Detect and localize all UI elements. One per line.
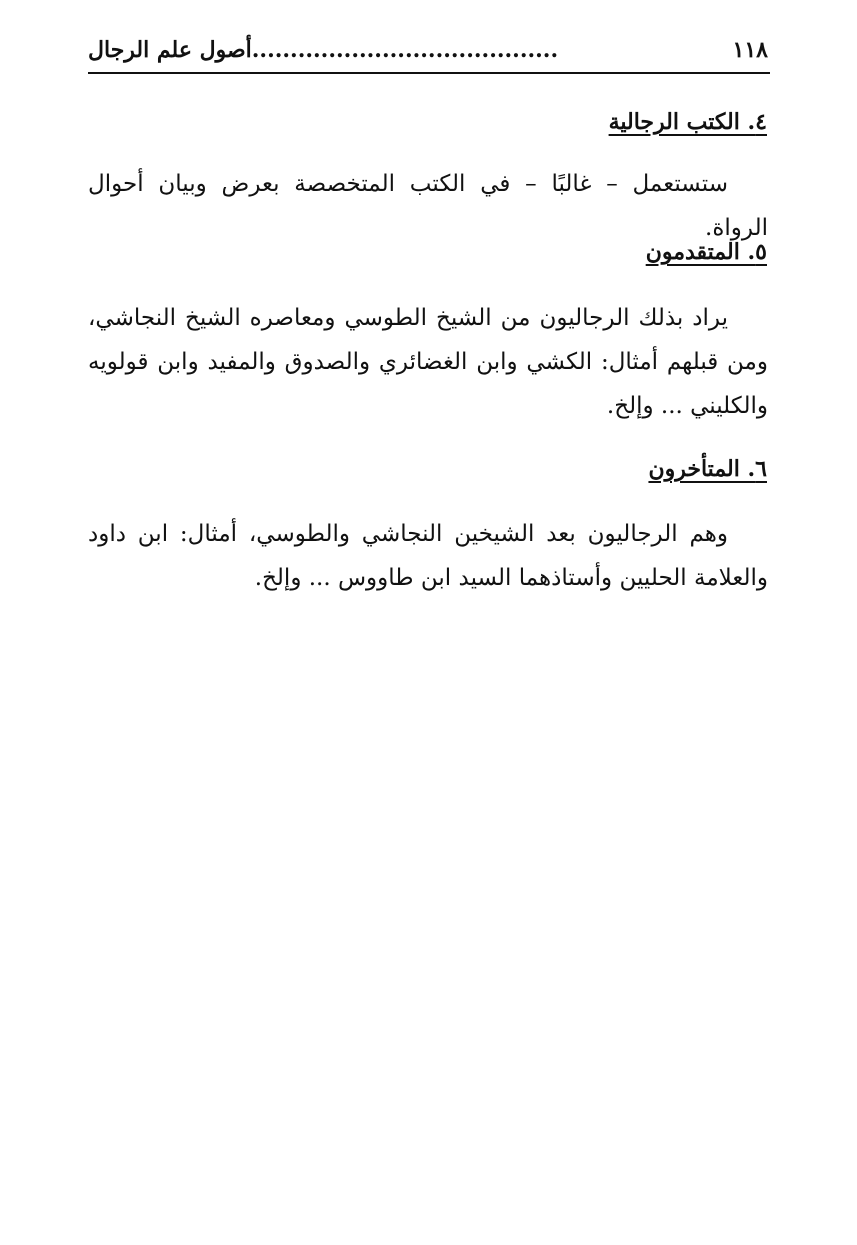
section-body-later-scholars: وهم الرجاليون بعد الشيخين النجاشي والطوسي، أمثال: ابن داود والعلامة الحليين وأستاذهما السيد ابن طاووس ... وإلخ. [88,521,768,591]
section-heading-later-scholars: ٦. المتأخرون [648,456,767,482]
running-header [88,30,768,70]
section-body-rijal-books: ستستعمل – غالبًا – في الكتب المتخصصة بعرض وبيان أحوال الرواة. [88,171,768,241]
section-heading-rijal-books: ٤. الكتب الرجالية [608,109,767,135]
running-title: ........................................أصول علم الرجال [88,37,559,63]
section-heading-earlier-scholars: ٥. المتقدمون [645,239,767,265]
header-rule [88,72,770,74]
page-number: ١١٨ [732,37,768,63]
section-body-earlier-scholars: يراد بذلك الرجاليون من الشيخ الطوسي ومعاصره الشيخ النجاشي، ومن قبلهم أمثال: الكشي وابن الغضائري والصدوق والمفيد وابن قولويه والكليني ... وإلخ. [88,305,768,419]
